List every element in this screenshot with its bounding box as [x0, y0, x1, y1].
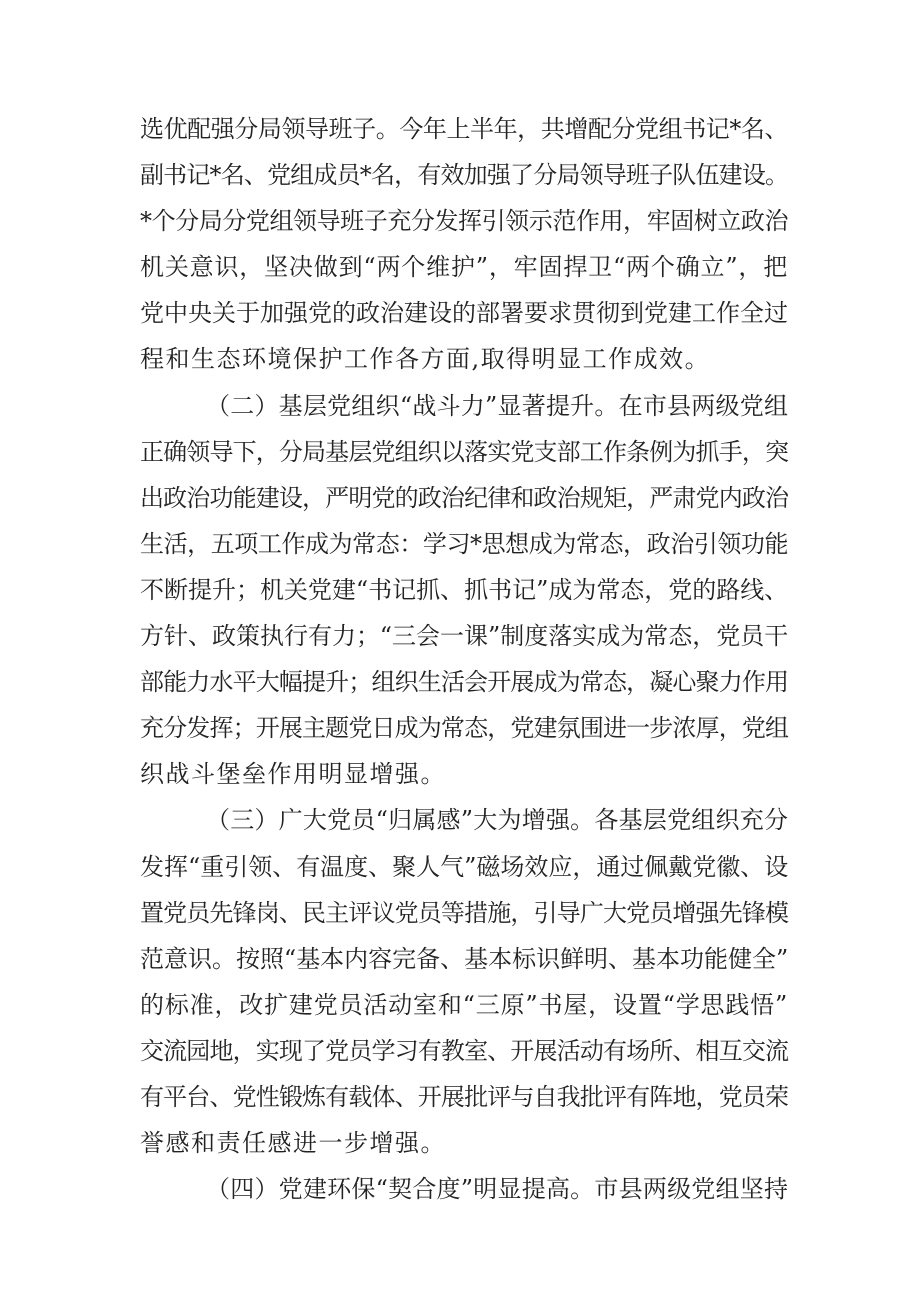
text-line: 不断提升；机关党建“书记抓、抓书记”成为常态，党的路线、 — [140, 575, 788, 604]
text-line: 生活，五项工作成为常态：学习*思想成为常态，政治引领功能 — [140, 529, 788, 558]
text-line: 正确领导下，分局基层党组织以落实党支部工作条例为抓手，突 — [140, 437, 788, 466]
text-line: 副书记*名、党组成员*名，有效加强了分局领导班子队伍建设。 — [140, 161, 788, 190]
text-line: 交流园地，实现了党员学习有教室、开展活动有场所、相互交流 — [140, 1036, 788, 1065]
text-line: （二）基层党组织“战斗力”显著提升。在市县两级党组 — [206, 391, 788, 420]
text-line: （三）广大党员“归属感”大为增强。各基层党组织充分 — [206, 806, 788, 835]
text-line: *个分局分党组领导班子充分发挥引领示范作用，牢固树立政治 — [140, 207, 788, 236]
text-line: （四）党建环保“契合度”明显提高。市县两级党组坚持 — [206, 1175, 788, 1204]
text-line: 誉感和责任感进一步增强。 — [140, 1129, 446, 1158]
text-line: 程和生态环境保护工作各方面,取得明显工作成效。 — [140, 345, 711, 374]
text-line: 有平台、党性锻炼有载体、开展批评与自我批评有阵地，党员荣 — [140, 1082, 788, 1111]
text-line: 选优配强分局领导班子。今年上半年，共增配分党组书记*名、 — [140, 115, 788, 143]
text-line: 置党员先锋岗、民主评议党员等措施，引导广大党员增强先锋模 — [140, 898, 788, 927]
text-line: 方针、政策执行有力；“三会一课”制度落实成为常态，党员干 — [140, 622, 788, 651]
text-line: 充分发挥；开展主题党日成为常态，党建氛围进一步浓厚，党组 — [140, 714, 788, 743]
text-line: 党中央关于加强党的政治建设的部署要求贯彻到党建工作全过 — [140, 299, 788, 328]
paragraph-fit — [140, 1166, 788, 1212]
paragraph-combat-power — [140, 383, 788, 798]
text-line: 发挥“重引领、有温度、聚人气”磁场效应，通过佩戴党徽、设 — [140, 852, 788, 881]
text-line: 织战斗堡垒作用明显增强。 — [140, 760, 446, 789]
text-line: 的标准，改扩建党员活动室和“三原”书屋，设置“学思践悟” — [140, 990, 788, 1019]
text-line: 机关意识，坚决做到“两个维护”，牢固捍卫“两个确立”，把 — [140, 253, 788, 282]
text-line: 出政治功能建设，严明党的政治纪律和政治规矩，严肃党内政治 — [140, 483, 788, 512]
paragraph-belonging — [140, 797, 788, 1166]
paragraph-leadership — [140, 106, 788, 383]
text-line: 范意识。按照“基本内容完备、基本标识鲜明、基本功能健全” — [140, 944, 788, 973]
document-body — [140, 106, 788, 1212]
text-line: 部能力水平大幅提升；组织生活会开展成为常态，凝心聚力作用 — [140, 668, 788, 697]
